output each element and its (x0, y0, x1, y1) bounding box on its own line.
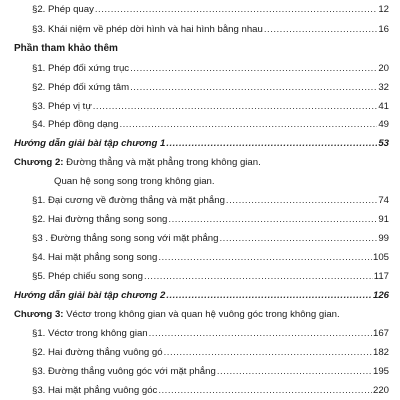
toc-entry-page: 220 (372, 385, 389, 396)
toc-entry-label: §4. Phép đồng dạng (32, 119, 119, 130)
leader-dots (164, 347, 372, 359)
toc-entry-page: 12 (378, 4, 389, 15)
toc-entry-page: 20 (378, 63, 389, 74)
chapter-title: Véctơ trong không gian và quan hệ vuông góc trong không gian. (66, 309, 340, 320)
leader-dots (149, 328, 372, 340)
leader-dots (166, 138, 377, 150)
leader-dots (93, 101, 378, 113)
toc-entry-page: 117 (373, 271, 389, 282)
toc-entry-label: §2. Hai đường thẳng song song (32, 214, 168, 225)
toc-entry-solutions (14, 290, 389, 302)
leader-dots (158, 385, 372, 397)
toc-entry-page: 99 (378, 233, 389, 244)
toc-entry (32, 366, 389, 378)
toc-entry-page: 167 (372, 328, 389, 339)
leader-dots (166, 290, 372, 302)
leader-dots (95, 4, 377, 16)
leader-dots (168, 214, 377, 226)
chapter-heading (14, 309, 390, 321)
toc-entry (32, 82, 389, 94)
toc-entry-page: 195 (372, 366, 389, 377)
toc-entry-label: Hướng dẫn giải bài tập chương 2 (14, 290, 166, 301)
toc-entry-label: §5. Phép chiếu song song (32, 271, 143, 282)
toc-entry (32, 195, 389, 207)
toc-entry-page: 74 (378, 195, 389, 206)
toc-entry (32, 4, 389, 16)
leader-dots (264, 24, 377, 36)
toc-entry (32, 347, 389, 359)
leader-dots (158, 252, 372, 264)
toc-entry-label: §3. Đường thẳng vuông góc với mặt phẳng (32, 366, 216, 377)
toc-entry (32, 271, 389, 283)
leader-dots (144, 271, 373, 283)
toc-entry-page: 105 (372, 252, 389, 263)
toc-entry-page: 91 (378, 214, 389, 225)
toc-entry-label: §1. Phép đối xứng trục (32, 63, 130, 74)
chapter-number: Chương 3: (14, 309, 64, 320)
toc-entry-page: 126 (372, 290, 389, 301)
toc-entry-label: §3. Hai mặt phẳng vuông góc (32, 385, 158, 396)
toc-entry (32, 385, 389, 397)
toc-entry (32, 233, 389, 245)
leader-dots (219, 233, 377, 245)
toc-entry-label: §2. Phép đối xứng tâm (32, 82, 130, 93)
toc-entry-page: 32 (378, 82, 389, 93)
toc-entry-label: §2. Phép quay (32, 4, 94, 15)
leader-dots (130, 63, 377, 75)
toc-entry-solutions (14, 138, 389, 150)
toc-entry (32, 101, 389, 113)
leader-dots (226, 195, 377, 207)
toc-entry-label: §3. Phép vị tự (32, 101, 92, 112)
toc-entry-label: §3. Khái niệm về phép dời hình và hai hình bằng nhau (32, 24, 263, 35)
chapter-number: Chương 2: (14, 157, 64, 168)
toc-entry (32, 328, 389, 340)
leader-dots (217, 366, 372, 378)
toc-entry (32, 252, 389, 264)
toc-entry-page: 53 (378, 138, 389, 149)
toc-entry (32, 24, 389, 36)
toc-entry-page: 49 (378, 119, 389, 130)
toc-entry (32, 63, 389, 75)
chapter-heading (14, 157, 390, 169)
toc-entry-label: §4. Hai mặt phẳng song song (32, 252, 158, 263)
toc-entry (32, 119, 389, 131)
toc-entry-label: §2. Hai đường thẳng vuông gó (32, 347, 163, 358)
toc-entry-page: 16 (378, 24, 389, 35)
leader-dots (130, 82, 377, 94)
toc-entry-page: 182 (372, 347, 389, 358)
chapter-title-continued: Quan hệ song song trong không gian. (54, 176, 215, 187)
toc-entry-label: §3 . Đường thẳng song song với mặt phẳng (32, 233, 219, 244)
toc-entry (32, 214, 389, 226)
chapter-title: Đường thẳng và mặt phẳng trong không gian. (66, 157, 261, 168)
toc-entry-label: §1. Véctơ trong không gian (32, 328, 148, 339)
leader-dots (119, 119, 377, 131)
toc-entry-label: Hướng dẫn giải bài tập chương 1 (14, 138, 166, 149)
toc-entry-page: 41 (378, 101, 389, 112)
toc-entry-label: §1. Đại cương về đường thẳng và mặt phẳng (32, 195, 225, 206)
section-heading: Phần tham khảo thêm (14, 43, 118, 54)
